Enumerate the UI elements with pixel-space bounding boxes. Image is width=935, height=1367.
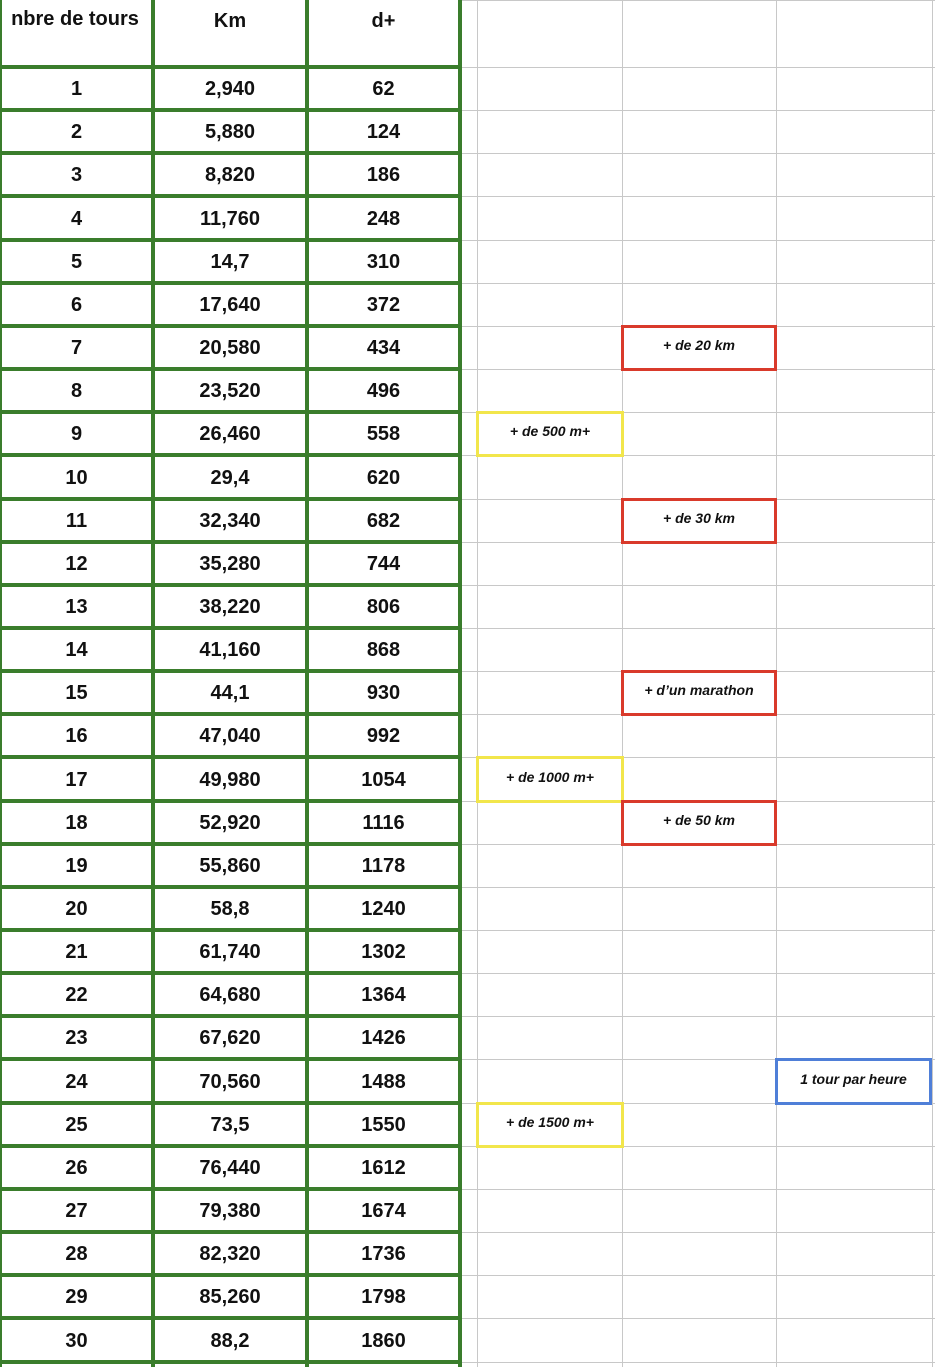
cell-dplus[interactable]: 434 [366, 337, 401, 359]
grid-hline [462, 887, 935, 888]
cell-dplus[interactable]: 310 [366, 251, 401, 273]
cell-tours[interactable]: 8 [70, 380, 83, 402]
cell-tours[interactable]: 14 [65, 639, 88, 661]
annotation-yellow-box[interactable]: + de 1000 m+ [476, 756, 624, 803]
grid-hline [462, 110, 935, 111]
cell-km[interactable]: 47,040 [199, 725, 261, 747]
grid-hline [462, 1275, 935, 1276]
annotation-blue-box[interactable]: 1 tour par heure [775, 1058, 932, 1105]
cell-tours[interactable]: 27 [65, 1200, 88, 1222]
cell-dplus[interactable]: 1612 [361, 1157, 406, 1179]
header-dplus[interactable]: d+ [371, 10, 396, 32]
cell-dplus[interactable]: 1550 [361, 1114, 406, 1136]
grid-hline [462, 628, 935, 629]
cell-km[interactable]: 38,220 [199, 596, 261, 618]
cell-tours[interactable]: 18 [65, 812, 88, 834]
grid-hline [462, 196, 935, 197]
cell-tours[interactable]: 19 [65, 855, 88, 877]
cell-km[interactable]: 55,860 [199, 855, 261, 877]
cell-km[interactable]: 2,940 [204, 78, 256, 100]
cell-km[interactable]: 85,260 [199, 1286, 261, 1308]
cell-km[interactable]: 29,4 [210, 466, 250, 489]
cell-tours[interactable]: 28 [65, 1243, 88, 1265]
cell-km[interactable]: 35,280 [199, 553, 261, 575]
cell-tours[interactable]: 5 [70, 251, 83, 273]
annotation-red-box[interactable]: + d’un marathon [621, 670, 777, 716]
cell-dplus[interactable]: 496 [366, 380, 401, 402]
cell-tours[interactable]: 25 [65, 1114, 88, 1136]
cell-tours[interactable]: 12 [65, 553, 88, 575]
cell-tours[interactable]: 24 [65, 1070, 88, 1093]
cell-tours[interactable]: 16 [65, 725, 88, 747]
grid-hline [462, 240, 935, 241]
grid-hline [462, 973, 935, 974]
cell-km[interactable]: 73,5 [210, 1114, 250, 1136]
cell-km[interactable]: 41,160 [199, 639, 261, 661]
grid-hline [462, 1232, 935, 1233]
cell-dplus[interactable]: 1736 [361, 1243, 406, 1265]
cell-dplus[interactable]: 992 [366, 725, 401, 747]
header-tours[interactable]: nbre de tours [11, 8, 139, 30]
annotation-yellow-box[interactable]: + de 1500 m+ [476, 1102, 624, 1148]
cell-dplus[interactable]: 1054 [361, 768, 406, 791]
cell-tours[interactable]: 10 [65, 466, 88, 489]
cell-km[interactable]: 88,2 [210, 1329, 250, 1352]
grid-vline [477, 0, 478, 1367]
cell-dplus[interactable]: 620 [366, 466, 401, 489]
cell-km[interactable]: 76,440 [199, 1157, 261, 1179]
cell-tours[interactable]: 11 [65, 510, 88, 532]
cell-dplus[interactable]: 868 [366, 639, 401, 661]
cell-dplus[interactable]: 806 [366, 596, 401, 618]
cell-km[interactable]: 32,340 [199, 510, 261, 532]
cell-km[interactable]: 44,1 [210, 682, 250, 704]
cell-dplus[interactable]: 930 [366, 682, 401, 704]
cell-km[interactable]: 52,920 [199, 812, 261, 834]
grid-hline [462, 1016, 935, 1017]
annotation-red-box[interactable]: + de 50 km [621, 800, 777, 846]
cell-km[interactable]: 79,380 [199, 1200, 261, 1222]
cell-km[interactable]: 82,320 [199, 1243, 261, 1265]
grid-hline [462, 67, 935, 68]
grid-hline [462, 1318, 935, 1319]
cell-dplus[interactable]: 1364 [361, 984, 406, 1006]
cell-tours[interactable]: 21 [65, 941, 88, 963]
cell-km[interactable]: 67,620 [199, 1027, 261, 1049]
cell-km[interactable]: 61,740 [199, 941, 261, 963]
cell-dplus[interactable]: 1860 [361, 1329, 406, 1352]
cell-km[interactable]: 49,980 [199, 768, 261, 791]
cell-dplus[interactable]: 372 [366, 294, 401, 316]
cell-tours[interactable]: 22 [65, 984, 88, 1006]
cell-km[interactable]: 14,7 [210, 251, 250, 273]
cell-km[interactable]: 8,820 [204, 164, 256, 186]
cell-tours[interactable]: 17 [65, 768, 88, 791]
header-km[interactable]: Km [213, 10, 247, 32]
grid-hline [462, 0, 935, 1]
cell-tours[interactable]: 2 [70, 121, 83, 143]
cell-tours[interactable]: 15 [65, 682, 88, 704]
cell-km[interactable]: 11,760 [199, 207, 261, 230]
annotation-red-box[interactable]: + de 30 km [621, 498, 777, 544]
cell-dplus[interactable]: 1240 [361, 898, 406, 920]
cell-tours[interactable]: 23 [65, 1027, 88, 1049]
cell-tours[interactable]: 4 [70, 207, 83, 230]
cell-tours[interactable]: 6 [70, 294, 83, 316]
cell-tours[interactable]: 7 [70, 337, 83, 359]
annotation-yellow-box[interactable]: + de 500 m+ [476, 411, 624, 457]
grid-hline [462, 283, 935, 284]
cell-dplus[interactable]: 558 [366, 423, 401, 445]
cell-km[interactable]: 58,8 [210, 898, 250, 920]
cell-tours[interactable]: 9 [70, 423, 83, 445]
cell-km[interactable]: 70,560 [199, 1070, 261, 1093]
cell-dplus[interactable]: 1178 [361, 855, 406, 877]
cell-dplus[interactable]: 1674 [361, 1200, 406, 1222]
cell-dplus[interactable]: 1798 [361, 1286, 406, 1308]
cell-tours[interactable]: 13 [65, 596, 88, 618]
grid-hline [462, 1362, 935, 1363]
cell-dplus[interactable]: 248 [366, 207, 401, 230]
cell-tours[interactable]: 26 [65, 1157, 88, 1179]
cell-km[interactable]: 23,520 [199, 380, 261, 402]
grid-vline [932, 0, 933, 1367]
cell-tours[interactable]: 30 [65, 1329, 88, 1352]
cell-dplus[interactable]: 1116 [362, 812, 405, 834]
grid-hline [462, 1189, 935, 1190]
cell-dplus[interactable]: 1302 [361, 941, 406, 963]
cell-km[interactable]: 20,580 [199, 337, 261, 359]
grid-hline [462, 153, 935, 154]
cell-tours[interactable]: 29 [65, 1286, 88, 1308]
cell-dplus[interactable]: 124 [366, 121, 401, 143]
cell-tours[interactable]: 1 [70, 78, 83, 100]
cell-dplus[interactable]: 186 [366, 164, 401, 186]
grid-hline [462, 585, 935, 586]
cell-dplus[interactable]: 744 [366, 553, 401, 575]
grid-hline [462, 930, 935, 931]
annotation-red-box[interactable]: + de 20 km [621, 325, 777, 371]
cell-km[interactable]: 26,460 [199, 423, 261, 445]
cell-dplus[interactable]: 1426 [361, 1027, 406, 1049]
cell-km[interactable]: 64,680 [199, 984, 261, 1006]
cell-tours[interactable]: 20 [65, 898, 88, 920]
cell-km[interactable]: 5,880 [204, 121, 256, 143]
cell-km[interactable]: 17,640 [199, 294, 261, 316]
cell-dplus[interactable]: 62 [372, 78, 395, 100]
cell-tours[interactable]: 3 [70, 164, 83, 186]
cell-dplus[interactable]: 1488 [361, 1070, 406, 1093]
cell-dplus[interactable]: 682 [366, 510, 401, 532]
